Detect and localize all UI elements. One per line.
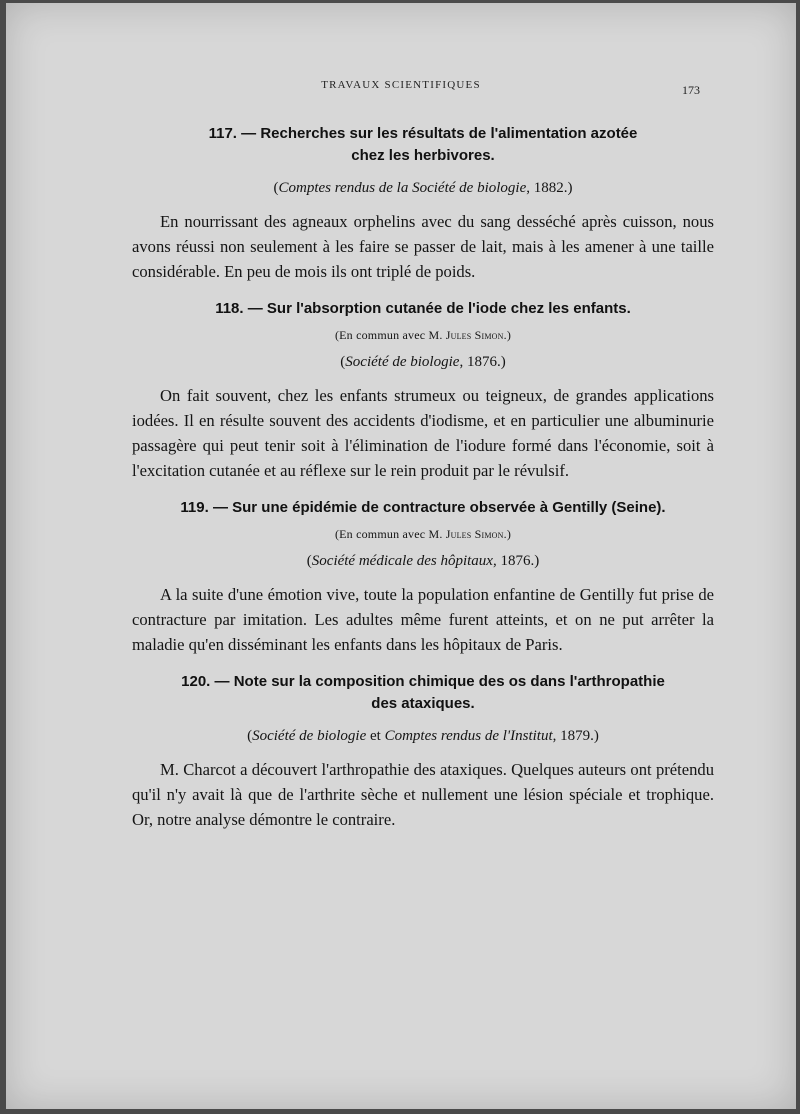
section-body: En nourrissant des agneaux orphelins avec du sang desséché après cuisson, nous avons réussi non seulement à les faire se passer de lait, mais à les amener à une taille considérable. En peu de mois ils ont triplé de poids. [132,212,714,281]
section-title [132,671,714,715]
title-line-1: Recherches sur les résultats de l'alimentation azotée [260,125,638,142]
citation [132,177,714,199]
collab-name: Jules Simon [445,527,504,541]
section-number: 118. [215,300,244,317]
title-line-1: Note sur la composition chimique des os dans l'arthropathie [233,673,665,690]
section-body: A la suite d'une émotion vive, toute la population enfantine de Gentilly fut prise de contracture par imitation. Les adultes même furent atteints, et on ne put arrêter la maladie qu'en disséminant les enfants dans les hôpitaux de Paris. [132,585,714,654]
section-body: On fait souvent, chez les enfants strumeux ou teigneux, de grandes applications iodées. Il en résulte souvent des accidents d'iodisme, et en particulier une albuminurie passagère qui peut tenir soit à l'élimination de l'iodure formé dans l'économie, soit à l'excitation cutanée et au réflexe sur le rein produit par le révulsif. [132,386,714,480]
page-header [6,75,796,99]
collab-suffix: .) [503,527,512,541]
citation [132,351,714,373]
section-body: M. Charcot a découvert l'arthropathie des ataxiques. Quelques auteurs ont prétendu qu'il n'y avait là que de l'arthrite sèche et nullement une lésion spéciale et trophique. Or, notre analyse démontre le contraire. [132,760,714,829]
title-dash: — [241,125,257,142]
collaboration-note [132,527,714,542]
collab-name: Jules Simon [445,328,504,342]
page-content [132,123,714,846]
citation-year: , 1879.) [552,728,599,744]
title-line-2: des ataxiques. [371,695,475,712]
citation-conjunction: et [366,728,385,744]
citation-journal: Société médicale des hôpitaux [311,553,493,569]
section-title [132,123,714,167]
citation-journal: Société de biologie [345,354,460,370]
collab-prefix: (En commun avec M. [334,328,446,342]
title-line-2: chez les herbivores. [351,147,495,164]
section-number: 117. [208,125,237,142]
title-dash: — [212,499,228,516]
citation-open: ( [273,180,279,196]
citation [132,725,714,747]
title-dash: — [214,673,230,690]
collab-suffix: .) [503,328,512,342]
citation-open: ( [247,728,253,744]
collaboration-note [132,328,714,343]
section-title [132,497,714,519]
citation [132,550,714,572]
section-118 [132,298,714,483]
running-head: TRAVAUX SCIENTIFIQUES [321,79,481,91]
citation-open: ( [306,553,312,569]
citation-year: , 1876.) [492,553,540,569]
citation-journal-2: Comptes rendus de l'Institut [384,728,553,744]
section-120 [132,671,714,832]
book-page [6,3,796,1109]
section-117 [132,123,714,284]
citation-journal: Société de biologie [252,728,367,744]
title-line-1: Sur une épidémie de contracture observée à Gentilly (Seine). [232,499,666,516]
title-line-1: Sur l'absorption cutanée de l'iode chez les enfants. [266,300,631,317]
section-number: 119. [180,499,209,516]
citation-year: , 1882.) [526,180,573,196]
section-title [132,298,714,320]
citation-year: , 1876.) [459,354,506,370]
page-number: 173 [682,83,700,97]
section-number: 120. [181,673,211,690]
collab-prefix: (En commun avec M. [334,527,446,541]
citation-open: ( [340,354,346,370]
section-119 [132,497,714,657]
title-dash: — [247,300,263,317]
citation-journal: Comptes rendus de la Société de biologie [278,180,527,196]
